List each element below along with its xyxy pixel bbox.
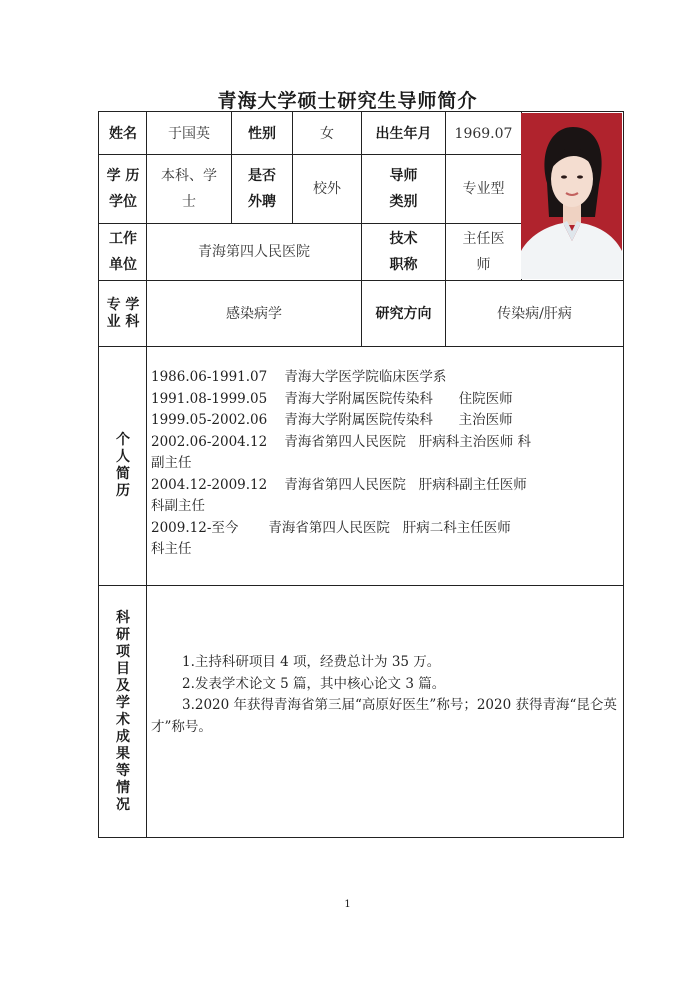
- resume-line: 科副主任: [151, 498, 205, 514]
- external-value: 校外: [313, 181, 341, 197]
- research-text: [151, 652, 617, 738]
- workplace-value: 青海第四人民医院: [198, 244, 310, 260]
- research-item: 2.发表学术论文 5 篇，其中核心论文 3 篇。: [182, 675, 446, 692]
- birth-value: 1969.07: [454, 125, 513, 142]
- major-label: 专 学 业 科: [106, 296, 140, 330]
- research-label: 科 研 项 目 及 学 术 成 果 等 情 况: [116, 609, 130, 813]
- education-label: 学 历 学位: [106, 168, 140, 210]
- birth-label: 出生年月: [375, 125, 432, 142]
- resume-line: 1999.05-2002.06 青海大学附属医院传染科 主治医师: [151, 412, 513, 428]
- gender-label: 性别: [248, 125, 276, 142]
- resume-line: 副主任: [151, 455, 192, 471]
- education-value: 本科、学 士: [161, 168, 217, 210]
- workplace-label: 工作 单位: [109, 231, 137, 273]
- profile-table: [98, 111, 624, 838]
- title-rank-value: 主任医 师: [462, 231, 505, 273]
- supervisor-type-label: 导师 类别: [389, 168, 418, 210]
- resume-line: 2004.12-2009.12 青海省第四人民医院 肝病科副主任医师: [151, 476, 527, 493]
- page-title: 青海大学硕士研究生导师简介: [217, 90, 478, 112]
- resume-line: 1991.08-1999.05 青海大学附属医院传染科 住院医师: [151, 390, 513, 407]
- resume-line: 2002.06-2004.12 青海省第四人民医院 肝病科主治医师 科: [151, 433, 532, 450]
- portrait-photo: [521, 113, 622, 279]
- resume-label: 个 人 简 历: [116, 432, 130, 499]
- resume-text: [151, 367, 616, 561]
- resume-line: 2009.12-至今 青海省第四人民医院 肝病二科主任医师: [151, 519, 511, 536]
- resume-line: 1986.06-1991.07 青海大学医学院临床医学系: [151, 369, 447, 385]
- research-item: 1.主持科研项目 4 项，经费总计为 35 万。: [182, 654, 441, 670]
- research-direction-value: 传染病/肝病: [497, 305, 572, 322]
- major-value: 感染病学: [226, 305, 282, 322]
- research-direction-label: 研究方向: [375, 305, 432, 322]
- gender-value: 女: [320, 125, 334, 142]
- page-number: 1: [344, 899, 351, 910]
- name-label: 姓名: [109, 125, 137, 142]
- resume-line: 科主任: [151, 541, 192, 557]
- name-value: 于国英: [168, 125, 210, 142]
- supervisor-type-value: 专业型: [462, 181, 505, 197]
- external-label: 是否 外聘: [248, 168, 276, 210]
- title-rank-label: 技术 职称: [389, 231, 418, 273]
- research-item: 3.2020 年获得青海省第三届“高原好医生”称号；2020 获得青海“昆仑英才”称号。: [151, 697, 617, 735]
